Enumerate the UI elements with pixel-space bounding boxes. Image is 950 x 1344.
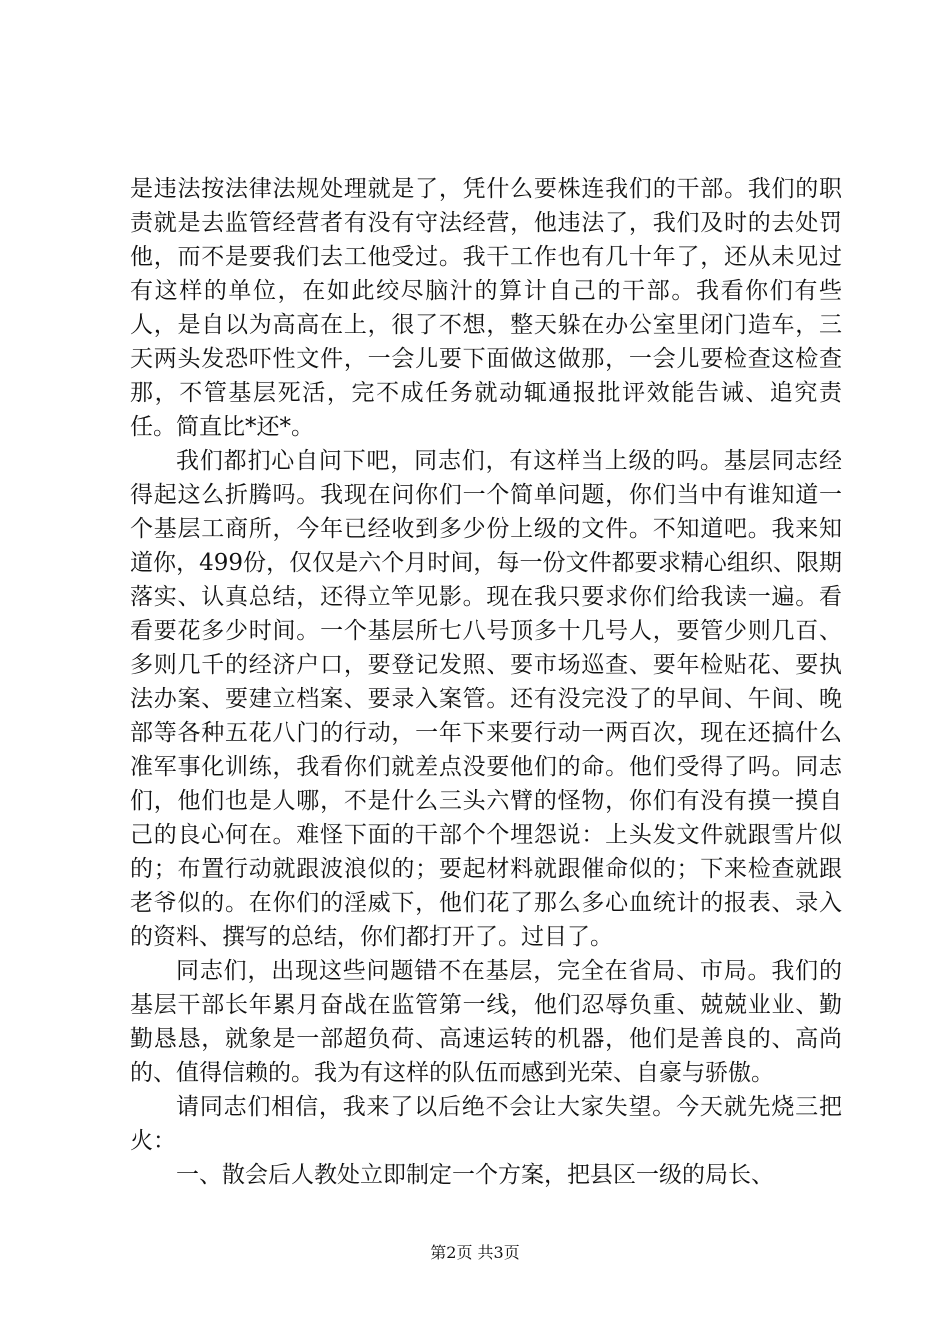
- document-body: [130, 172, 842, 1192]
- paragraph-4: 请同志们相信，我来了以后绝不会让大家失望。今天就先烧三把火：: [130, 1094, 842, 1154]
- page-footer: 第2页 共3页: [430, 1243, 520, 1262]
- paragraph-2: 我们都扪心自问下吧，同志们，有这样当上级的吗。基层同志经得起这么折腾吗。我现在问你们一个简单问题，你们当中有谁知道一个基层工商所，今年已经收到多少份上级的文件。不知道吧。我来知道你，499份，仅仅是六个月时间，每一份文件都要求精心组织、限期落实、认真总结，还得立竿见影。现在我只要求你们给我读一遍。看看要花多少时间。一个基层所七八号顶多十几号人，要管少则几百、多则几千的经济户口，要登记发照、要市场巡查、要年检贴花、要执法办案、要建立档案、要录入案管。还有没完没了的早间、午间、晚部等各种五花八门的行动，一年下来要行动一两百次，现在还搞什么准军事化训练，我看你们就差点没要他们的命。他们受得了吗。同志们，他们也是人哪，不是什么三头六臂的怪物，你们有没有摸一摸自己的良心何在。难怪下面的干部个个埋怨说：上头发文件就跟雪片似的；布置行动就跟波浪似的；要起材料就跟催命似的；下来检查就跟老爷似的。在你们的淫威下，他们花了那么多心血统计的报表、录入的资料、撰写的总结，你们都打开了。过目了。: [130, 448, 842, 950]
- paragraph-1: 是违法按法律法规处理就是了，凭什么要株连我们的干部。我们的职责就是去监管经营者有没有守法经营，他违法了，我们及时的去处罚他，而不是要我们去工他受过。我干工作也有几十年了，还从未见过有这样的单位，在如此绞尽脑汁的算计自己的干部。我看你们有些人，是自以为高高在上，很了不想，整天躲在办公室里闭门造车，三天两头发恐吓性文件，一会儿要下面做这做那，一会儿要检查这检查那，不管基层死活，完不成任务就动辄通报批评效能告诫、追究责任。简直比*还*。: [130, 176, 842, 440]
- paragraph-3: 同志们，出现这些问题错不在基层，完全在省局、市局。我们的基层干部长年累月奋战在监管第一线，他们忍辱负重、兢兢业业、勤勤恳恳，就象是一部超负荷、高速运转的机器，他们是善良的、高尚的、值得信赖的。我为有这样的队伍而感到光荣、自豪与骄傲。: [130, 958, 842, 1086]
- paragraph-5: 一、散会后人教处立即制定一个方案，把县区一级的局长、: [176, 1162, 774, 1188]
